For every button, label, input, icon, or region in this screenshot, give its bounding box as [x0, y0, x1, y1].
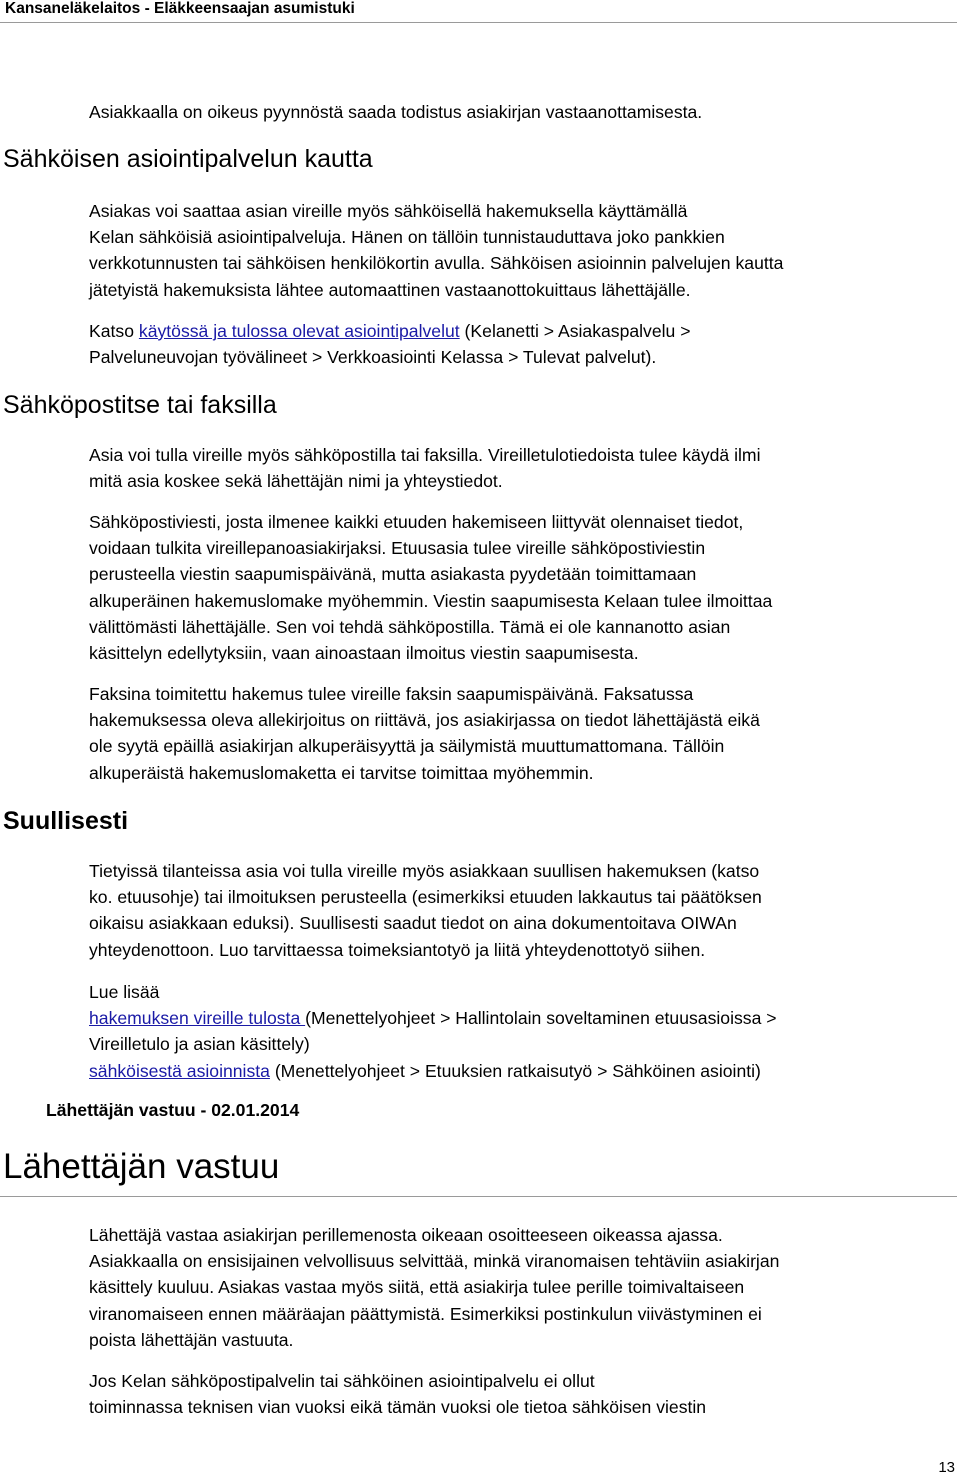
paragraph-line: Sähköpostiviesti, josta ilmenee kaikki etuuden hakemiseen liittyvät olennaiset tiedot, [89, 512, 744, 532]
section-title-oral: Suullisesti [3, 807, 129, 835]
paragraph-line: Kelan sähköisiä asiointipalveluja. Hänen on tällöin tunnistauduttava joko pankkien [89, 227, 725, 248]
email-paragraph-1 [89, 442, 954, 494]
read-more-block [89, 979, 954, 1084]
section-title-responsibility: Lähettäjän vastuu [3, 1147, 280, 1186]
paragraph-line: yhteydenottoon. Luo tarvittaessa toimeksiantotyö ja liitä yhteydenottotyö siihen. [89, 939, 706, 960]
intro-line: Asiakkaalla on oikeus pyynnöstä saada todistus asiakirjan vastaanottamisesta. [89, 102, 703, 122]
responsibility-paragraph-2 [89, 1368, 954, 1420]
paragraph-line: Lähettäjä vastaa asiakirjan perillemenosta oikeaan osoitteeseen oikeassa ajassa. [89, 1225, 723, 1245]
paragraph-line: Jos Kelan sähköpostipalvelin tai sähköinen asiointipalvelu ei ollut [89, 1371, 595, 1391]
application-link[interactable]: hakemuksen vireille tulosta [89, 1008, 306, 1029]
paragraph-line: viranomaiseen ennen määräajan päättymistä. Esimerkiksi postinkulun viivästyminen ei [89, 1303, 762, 1324]
text: (Menettelyohjeet > Etuuksien ratkaisutyö > Sähköinen asiointi) [269, 1060, 761, 1081]
paragraph-line: poista lähettäjän vastuuta. [89, 1329, 294, 1350]
paragraph-line: alkuperäistä hakemuslomaketta ei tarvitse toimittaa myöhemmin. [89, 762, 594, 783]
section-title-email: Sähköpostitse tai faksilla [3, 391, 277, 419]
text: (Kelanetti > Asiakaspalvelu > [459, 321, 691, 341]
paragraph-line: oikaisu asiakkaan eduksi). Suullisesti saadut tiedot on aina dokumentoitava OIWAn [89, 913, 737, 934]
paragraph-line: perusteella viestin saapumispäivänä, mutta asiakasta pyydetään toimittamaan [89, 564, 697, 585]
responsibility-paragraph-1 [89, 1222, 954, 1353]
paragraph-line: verkkotunnusten tai sähköisen henkilökortin avulla. Sähköisen asioinnin palvelujen kautta [89, 253, 784, 274]
paragraph-line: Asia voi tulla vireille myös sähköpostilla tai faksilla. Vireilletulotiedoista tulee käydä ilmi [89, 445, 761, 465]
paragraph-line [89, 1058, 954, 1084]
paragraph-line: Faksina toimitettu hakemus tulee vireille faksin saapumispäivänä. Faksatussa [89, 684, 694, 704]
title-rule [0, 1196, 957, 1197]
text: (Menettelyohjeet > Hallintolain soveltaminen etuusasioissa > [305, 1008, 777, 1029]
paragraph-line: toiminnassa teknisen vian vuoksi eikä tämän vuoksi ole tietoa sähköisen viestin [89, 1397, 707, 1418]
electronic-paragraph-2 [89, 318, 954, 370]
paragraph-line: voidaan tulkita vireillepanoasiakirjaksi. Etuusasia tulee vireille sähköpostiviestin [89, 538, 706, 559]
paragraph-line: mitä asia koskee sekä lähettäjän nimi ja yhteystiedot. [89, 471, 503, 492]
paragraph-line: jätetyistä hakemuksista lähtee automaattinen vastaanottokuittaus lähettäjälle. [89, 279, 691, 300]
dated-section-title: Lähettäjän vastuu - 02.01.2014 [46, 1100, 300, 1120]
paragraph-line: välittömästi lähettäjälle. Sen voi tehdä sähköpostilla. Tämä ei ole kannanotto asian [89, 616, 731, 637]
email-paragraph-3 [89, 681, 954, 786]
paragraph-line: Asiakas voi saattaa asian vireille myös sähköisellä hakemuksella käyttämällä [89, 201, 688, 221]
read-more-label: Lue lisää [89, 982, 160, 1002]
paragraph-line [89, 1005, 954, 1031]
intro-paragraph [89, 99, 954, 125]
email-paragraph-2 [89, 509, 954, 666]
paragraph-line: alkuperäinen hakemuslomake myöhemmin. Viestin saapumisesta Kelaan tulee ilmoittaa [89, 590, 773, 611]
paragraph-line: ko. etuusohje) tai ilmoituksen perusteella (esimerkiksi etuuden lakkautus tai päätöksen [89, 887, 762, 908]
paragraph-line: Vireilletulo ja asian käsittely) [89, 1034, 310, 1055]
services-link[interactable]: käytössä ja tulossa olevat asiointipalvelut [138, 321, 460, 341]
page-number: 13 [938, 1459, 955, 1476]
paragraph-line: hakemuksessa oleva allekirjoitus on riittävä, jos asiakirjassa on tiedot lähettäjästä eikä [89, 710, 760, 731]
text: Katso [89, 321, 139, 341]
paragraph-line: käsittely kuuluu. Asiakas vastaa myös siitä, että asiakirja tulee perille toimivaltaiseen [89, 1277, 745, 1298]
electronic-services-link[interactable]: sähköisestä asioinnista [89, 1060, 270, 1081]
paragraph-line: Palveluneuvojan työvälineet > Verkkoasiointi Kelassa > Tulevat palvelut). [89, 347, 657, 368]
document-header: Kansaneläkelaitos - Eläkkeensaajan asumistuki [5, 0, 355, 17]
section-title-electronic: Sähköisen asiointipalvelun kautta [3, 145, 373, 173]
paragraph-line: käsittelyn edellytyksiin, vaan ainoastaan ilmoitus viestin saapumisesta. [89, 643, 639, 664]
paragraph-line: Tietyissä tilanteissa asia voi tulla vireille myös asiakkaan suullisen hakemuksen (katso [89, 861, 760, 881]
header-rule [0, 22, 957, 23]
paragraph-line: Asiakkaalla on ensisijainen velvollisuus selvittää, minkä viranomaisen tehtäviin asiakirjan [89, 1251, 780, 1272]
oral-paragraph-1 [89, 858, 954, 963]
paragraph-line: ole syytä epäillä asiakirjan alkuperäisyyttä ja säilymistä muuttumattomana. Tällöin [89, 736, 725, 757]
electronic-paragraph-1 [89, 198, 954, 303]
paragraph-line [89, 318, 954, 344]
